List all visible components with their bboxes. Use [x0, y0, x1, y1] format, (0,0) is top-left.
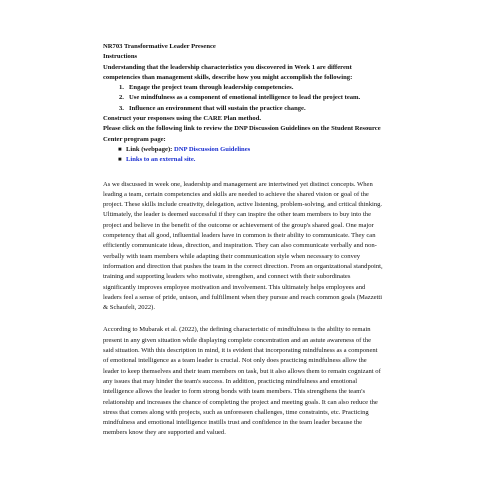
link-list: [103, 145, 403, 166]
paragraph-line: Ultimately, the leader is deemed successful if they can inspire the other team members to buy into the: [103, 211, 371, 219]
paragraph-line: mindfulness and emotional intelligence instills trust and confidence in the team leader because the: [103, 419, 363, 427]
paragraph-line: intelligence allows the leader to form strong bonds with team members. This strengthens the team's: [103, 388, 366, 396]
paragraph-line: present in any given situation while displaying complete concentration and an astute awareness of the: [103, 336, 372, 344]
paragraph-line: verbally with team members while adapting their communication style when necessary to convey: [103, 252, 361, 260]
paragraph-line: members know they are supported and valued.: [103, 429, 226, 437]
paragraph-line: efficiently communicate ideas, direction, and inspiration. They can also communicate verbally and non-: [103, 242, 377, 250]
paragraph-1: [103, 180, 403, 314]
paragraph-line: project. These skills include creativity, delegation, active listening, problem-solving, and critical thinking.: [103, 201, 383, 209]
paragraph-line: any issues that may hinder the team's success. In addition, practicing mindfulness and emotional: [103, 377, 358, 385]
link-list-item: [118, 145, 403, 155]
paragraph-line: significantly improves employee motivation and involvement. This ultimately helps employees and: [103, 283, 366, 291]
external-site-link[interactable]: Links to an external site.: [126, 156, 196, 164]
paragraph-line: competency that all good, influential leaders have in common is their ability to communicate. They can: [103, 232, 376, 240]
bullet-icon: ■: [118, 146, 122, 153]
link-list-item: [118, 155, 403, 165]
document-page: [103, 42, 403, 439]
paragraph-line: stress that comes along with projects, such as unforeseen challenges, time constraints, etc. Practicing: [103, 408, 369, 416]
click-line-1: Please click on the following link to review the DNP Discussion Guidelines on the Student Resource: [103, 125, 381, 133]
paragraph-line: information and direction that pushes the team in the correct direction. From an organizational standpoint,: [103, 262, 383, 270]
paragraph-line: According to Mubarak et al. (2022), the defining characteristic of mindfulness is the ability to remain: [103, 326, 371, 334]
construct-line: Construct your responses using the CARE Plan method.: [103, 115, 262, 123]
paragraph-line: & Schaufeli, 2022).: [103, 304, 156, 312]
paragraph-2: [103, 325, 403, 438]
paragraph-line: of emotional intelligence as a team leader is crucial. Not only does practicing mindfulness allow the: [103, 357, 367, 365]
instruction-item: 2. Use mindfulness as a component of emotional intelligence to lead the project team.: [119, 94, 361, 102]
intro-line-2: competencies than management skills, describe how you might accomplish the following:: [103, 73, 353, 81]
dnp-guidelines-link[interactable]: DNP Discussion Guidelines: [174, 145, 251, 153]
intro-line-1: Understanding that the leadership characteristics you discovered in Week 1 are different: [103, 63, 352, 71]
instructions-heading: Instructions: [103, 53, 138, 61]
paragraph-line: relationship and increases the chance of completing the project and meeting goals. It can also reduce the: [103, 398, 378, 406]
paragraph-line: said situation. With this description in mind, it is evident that incorporating mindfulness as a component: [103, 347, 378, 355]
bullet-icon: ■: [118, 157, 122, 164]
paragraph-line: leader to keep themselves and their team members on task, but it also allows them to remain cognizant of: [103, 367, 381, 375]
instruction-item: 1. Engage the project team through leadership competencies.: [119, 84, 294, 92]
click-line-2: Center program page:: [103, 135, 166, 143]
instruction-item: 3. Influence an environment that will sustain the practice change.: [119, 104, 306, 112]
paragraph-line: leading a team, certain competencies and skills are needed to achieve the shared vision or goal of the: [103, 190, 369, 198]
document-title: NR703 Transformative Leader Presence: [103, 43, 216, 50]
link-prefix: Link (webpage):: [126, 145, 174, 153]
paragraph-line: As we discussed in week one, leadership and management are intertwined yet distinct concepts. When: [103, 180, 373, 188]
paragraph-line: leaders feel a sense of pride, unison, and fulfillment when they pursue and reach common goals (Mazzetti: [103, 293, 383, 301]
paragraph-line: training and supporting leaders who motivate, strengthen, and connect with their subordinates: [103, 273, 351, 281]
paragraph-line: project and believe in the benefit of the outcome or achievement of the group's shared goal. One major: [103, 221, 374, 229]
instruction-list: [103, 83, 403, 114]
